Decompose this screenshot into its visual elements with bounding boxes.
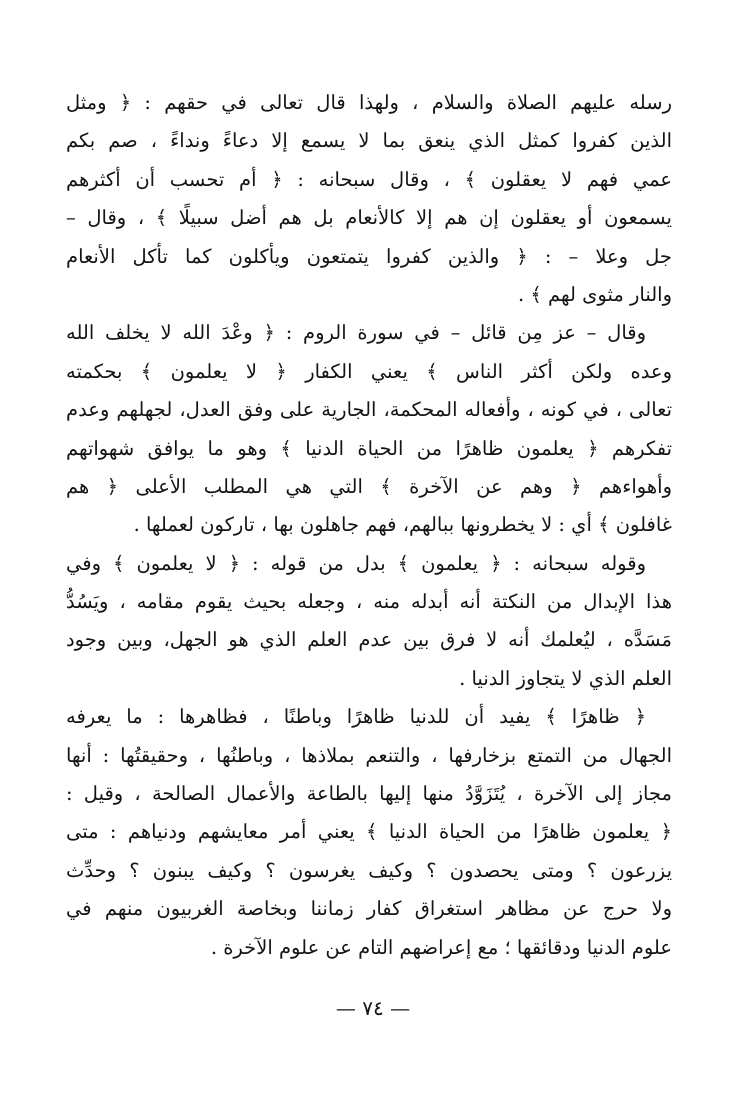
text-line: وقال – عز مِن قائل – في سورة الروم : ﴿ وعْدَ الله لا يخلف الله bbox=[66, 321, 646, 345]
text-line: وأهواءهم ﴿ وهم عن الآخرة ﴾ التي هي المطلب الأعلى ﴿ هم bbox=[66, 474, 672, 498]
text-line: الجهال من التمتع بزخارفها ، والتنعم بملاذها ، وباطنُها ، وحقيقتُها : أنها bbox=[66, 743, 672, 767]
text-line: عمي فهم لا يعقلون ﴾ ، وقال سبحانه : ﴿ أم تحسب أن أكثرهم bbox=[66, 167, 672, 191]
text-line: وقوله سبحانه : ﴿ يعلمون ﴾ بدل من قوله : ﴿ لا يعلمون ﴾ وفي bbox=[66, 551, 646, 575]
page-number: — ٧٤ — bbox=[335, 996, 411, 1020]
text-line: يزرعون ؟ ومتى يحصدون ؟ وكيف يغرسون ؟ وكيف يبنون ؟ وحدِّث bbox=[66, 858, 672, 882]
text-line: يسمعون أو يعقلون إن هم إلا كالأنعام بل هم أضل سبيلًا ﴾ ، وقال – bbox=[66, 206, 672, 230]
text-line: مَسَدَّه ، ليُعلمك أنه لا فرق بين عدم العلم الذي هو الجهل، وبين وجود bbox=[66, 628, 672, 652]
text-line: العلم الذي لا يتجاوز الدنيا . bbox=[459, 666, 672, 690]
text-line: جل وعلا – : ﴿ والذين كفروا يتمتعون ويأكلون كما تأكل الأنعام bbox=[66, 244, 672, 268]
text-line: والنار مثوى لهم ﴾ . bbox=[517, 282, 672, 306]
text-line: تفكرهم ﴿ يعلمون ظاهرًا من الحياة الدنيا ﴾ وهو ما يوافق شهواتهم bbox=[66, 436, 672, 460]
text-line: علوم الدنيا ودقائقها ؛ مع إعراضهم التام عن علوم الآخرة . bbox=[210, 935, 672, 959]
text-line: ولا حرج عن مظاهر استغراق كفار زماننا وبخاصة الغربيون منهم في bbox=[66, 897, 672, 921]
text-line: غافلون ﴾ أي : لا يخطرونها ببالهم، فهم جاهلون بها ، تاركون لعملها . bbox=[133, 513, 672, 537]
text-line: ﴿ ظاهرًا ﴾ يفيد أن للدنيا ظاهرًا وباطنًا ، فظاهرها : ما يعرفه bbox=[66, 705, 646, 729]
text-line: ﴿ يعلمون ظاهرًا من الحياة الدنيا ﴾ يعني أمر معايشهم ودنياهم : متى bbox=[66, 820, 672, 844]
text-line: وعده ولكن أكثر الناس ﴾ يعني الكفار ﴿ لا يعلمون ﴾ بحكمته bbox=[66, 359, 672, 383]
text-line: هذا الإبدال من النكتة أنه أبدله منه ، وجعله بحيث يقوم مقامه ، ويَسُدُّ bbox=[66, 590, 672, 614]
body-text bbox=[66, 84, 672, 967]
text-line: تعالى ، في كونه ، وأفعاله المحكمة، الجارية على وفق العدل، لجهلهم وعدم bbox=[66, 398, 672, 422]
text-line: رسله عليهم الصلاة والسلام ، ولهذا قال تعالى في حقهم : ﴿ ومثل bbox=[66, 91, 672, 114]
text-line: مجاز إلى الآخرة ، يُتَزَوَّدُ منها إليها بالطاعة والأعمال الصالحة ، وقيل : bbox=[66, 782, 672, 806]
text-line: الذين كفروا كمثل الذي ينعق بما لا يسمع إلا دعاءً ونداءً ، صم بكم bbox=[66, 129, 672, 153]
